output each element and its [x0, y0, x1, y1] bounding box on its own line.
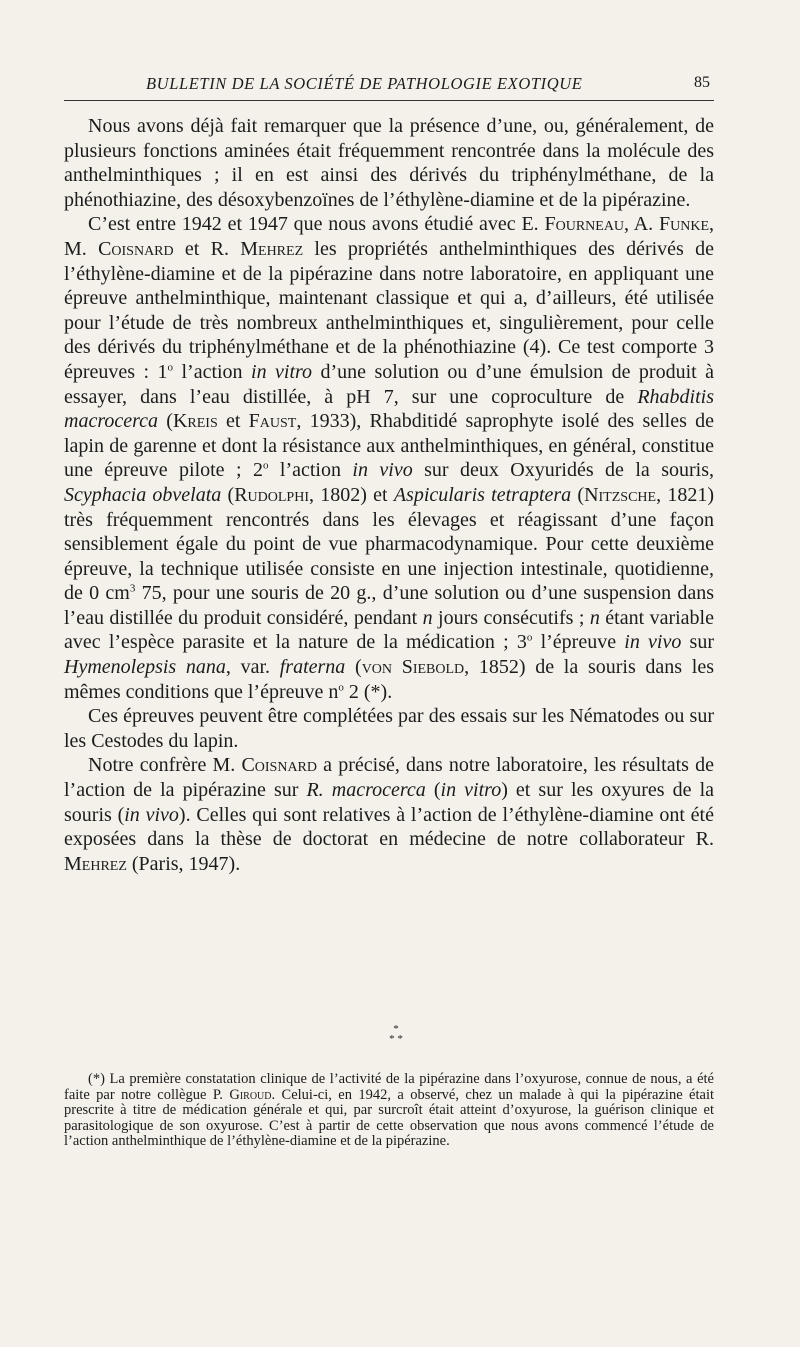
text-run: jours consécutifs ;: [432, 606, 590, 629]
text-run: les propriétés anthelminthiques des dérivés de l’éthylène-diamine et de la pipérazine dans notre laboratoire, en appliquant une épreuve anthelminthique, maintenant classique et qui a, d’ailleurs, été utilisée pour l’étude de très nombreux anthelminthiques et, singulièrement, pour celle des dérivés du triphénylméthane et de la phénothiazine (4). Ce test comporte 3 épreuves : 1: [64, 237, 714, 383]
text-run: , 1821) très fréquemment rencontrés dans les élevages et réagissant d’une façon sensiblement égale du point de vue pharmacodynamique. Pour cette deuxième épreuve, la technique utilisée consiste en une injection intestinale, quotidienne, de 0 cm: [64, 483, 714, 605]
text-run: . Celui-ci, en 1942, a observé, chez un malade à qui la pipérazine était prescrite à titre de médication générale et qui, par surcroît était atteint d’oxyurose, la guérison clinique et parasitologique de son oxyurose. C’est à partir de cette observation que nous avons commencé l’étude de l’action anthelminthique de l’éthylène-diamine et de la pipérazine.: [64, 1086, 714, 1149]
text-run: et R.: [173, 237, 241, 260]
text-run: (: [425, 779, 441, 802]
species-name: R. macrocerca: [306, 779, 426, 802]
author-name: Nitzsche: [584, 483, 657, 506]
author-name: Kreis: [172, 410, 218, 433]
text-run: ). Celles qui sont relatives à l’action de l’éthylène-diamine ont été exposées dans la thèse de doctorat en médecine de notre collaborateur R.: [64, 803, 714, 851]
asterism-top: *: [393, 1023, 399, 1035]
author-name: Fourneau: [544, 213, 625, 236]
text-run: , A.: [624, 213, 659, 236]
italic-variable: n: [422, 606, 433, 629]
species-name: Aspicularis tetraptera: [393, 483, 572, 506]
author-name: Funke: [659, 213, 710, 236]
author-name: Faust: [248, 410, 297, 433]
species-name: Scyphacia obvelata: [64, 483, 222, 506]
species-name: Hymenolepsis nana: [64, 656, 226, 679]
paragraph-1: Nous avons déjà fait remarquer que la présence d’une, ou, généralement, de plusieurs fonctions aminées était fréquemment rencontrée dans la molécule des anthelminthiques ; il en est ainsi des dérivés du triphénylméthane, de la phénothiazine, des désoxybenzoïnes de l’éthylène-diamine et de la pipérazine.: [64, 115, 714, 211]
italic-term: in vitro: [440, 779, 502, 802]
text-run: (: [158, 410, 173, 433]
author-name: von Siebold: [361, 656, 465, 679]
text-run: 2 (*).: [343, 680, 393, 703]
text-run: l’action: [268, 459, 353, 482]
text-run: ) et sur les oxyures de la souris (: [64, 779, 715, 826]
species-variety: fraterna: [279, 656, 346, 679]
text-run: l’épreuve: [532, 631, 625, 654]
text-run: , var.: [225, 656, 280, 679]
text-run: , 1933), Rhabditidé saprophyte isolé des selles de lapin de garenne et dont la résistance aux anthelminthiques, en général, constitue une épreuve pilote ; 2: [64, 410, 714, 482]
italic-term: in vivo: [352, 459, 413, 482]
footnote: [64, 1072, 714, 1150]
species-name: Rhabditis macrocerca: [64, 385, 714, 433]
author-name: Rudolphi: [234, 483, 309, 506]
italic-variable: n: [589, 606, 600, 629]
page-header: [64, 70, 714, 101]
ordinal-superscript: o: [526, 631, 533, 644]
text-run: (: [345, 656, 362, 679]
paragraph-2: [64, 212, 714, 704]
text-run: (Paris, 1947).: [126, 852, 241, 875]
text-run: et: [217, 410, 249, 433]
unit-superscript: 3: [129, 582, 136, 595]
italic-term: in vitro: [251, 360, 313, 383]
author-name: Giroud: [229, 1086, 272, 1103]
ordinal-superscript: o: [262, 459, 269, 472]
text-run: étant variable avec l’espèce parasite et la nature de la médication ; 3: [64, 606, 714, 654]
text-run: , 1802) et: [308, 483, 394, 506]
italic-term: in vivo: [624, 631, 682, 654]
ordinal-superscript: o: [167, 361, 174, 374]
body-text: [64, 114, 714, 876]
text-run: a précisé, dans notre laboratoire, les résultats de l’action de la pipérazine sur: [64, 754, 714, 802]
text-run: sur deux Oxyuridés de la souris,: [412, 459, 714, 482]
text-run: sur: [681, 631, 715, 654]
text-run: (: [221, 483, 235, 506]
text-run: , 1852) de la souris dans les mêmes conditions que l’épreuve n: [64, 656, 715, 703]
text-run: , M.: [64, 213, 715, 260]
asterism-separator: [376, 1024, 416, 1044]
text-run: (: [571, 483, 585, 506]
author-name: Mehrez: [240, 237, 304, 260]
italic-term: in vivo: [124, 803, 179, 826]
text-run: l’action: [173, 360, 252, 383]
text-run: Notre confrère M.: [88, 754, 242, 777]
page-number: 85: [694, 74, 710, 91]
text-run: d’une solution ou d’une émulsion de produit à essayer, dans l’eau distillée, à pH 7, sur une coproculture de: [64, 360, 715, 408]
paragraph-4: [64, 753, 714, 876]
text-run: (*) La première constatation clinique de l’activité de la pipérazine dans l’oxyurose, connue de nous, a été faite par notre collègue P.: [64, 1071, 714, 1103]
asterism-bottom: * *: [389, 1033, 403, 1045]
paragraph-3: Ces épreuves peuvent être complétées par des essais sur les Nématodes ou sur les Cestodes du lapin.: [64, 705, 714, 752]
author-name: Coisnard: [98, 237, 174, 260]
author-name: Coisnard: [241, 754, 318, 777]
text-run: C’est entre 1942 et 1947 que nous avons étudié avec E.: [88, 213, 545, 236]
ordinal-superscript: o: [338, 681, 344, 693]
text-run: 75, pour une souris de 20 g., d’une solution ou d’une suspension dans l’eau distillée du produit considéré, pendant: [64, 582, 715, 629]
footnote-text: [64, 1072, 714, 1150]
running-title: BULLETIN DE LA SOCIÉTÉ DE PATHOLOGIE EXOTIQUE: [146, 74, 583, 93]
author-name: Mehrez: [64, 852, 127, 875]
